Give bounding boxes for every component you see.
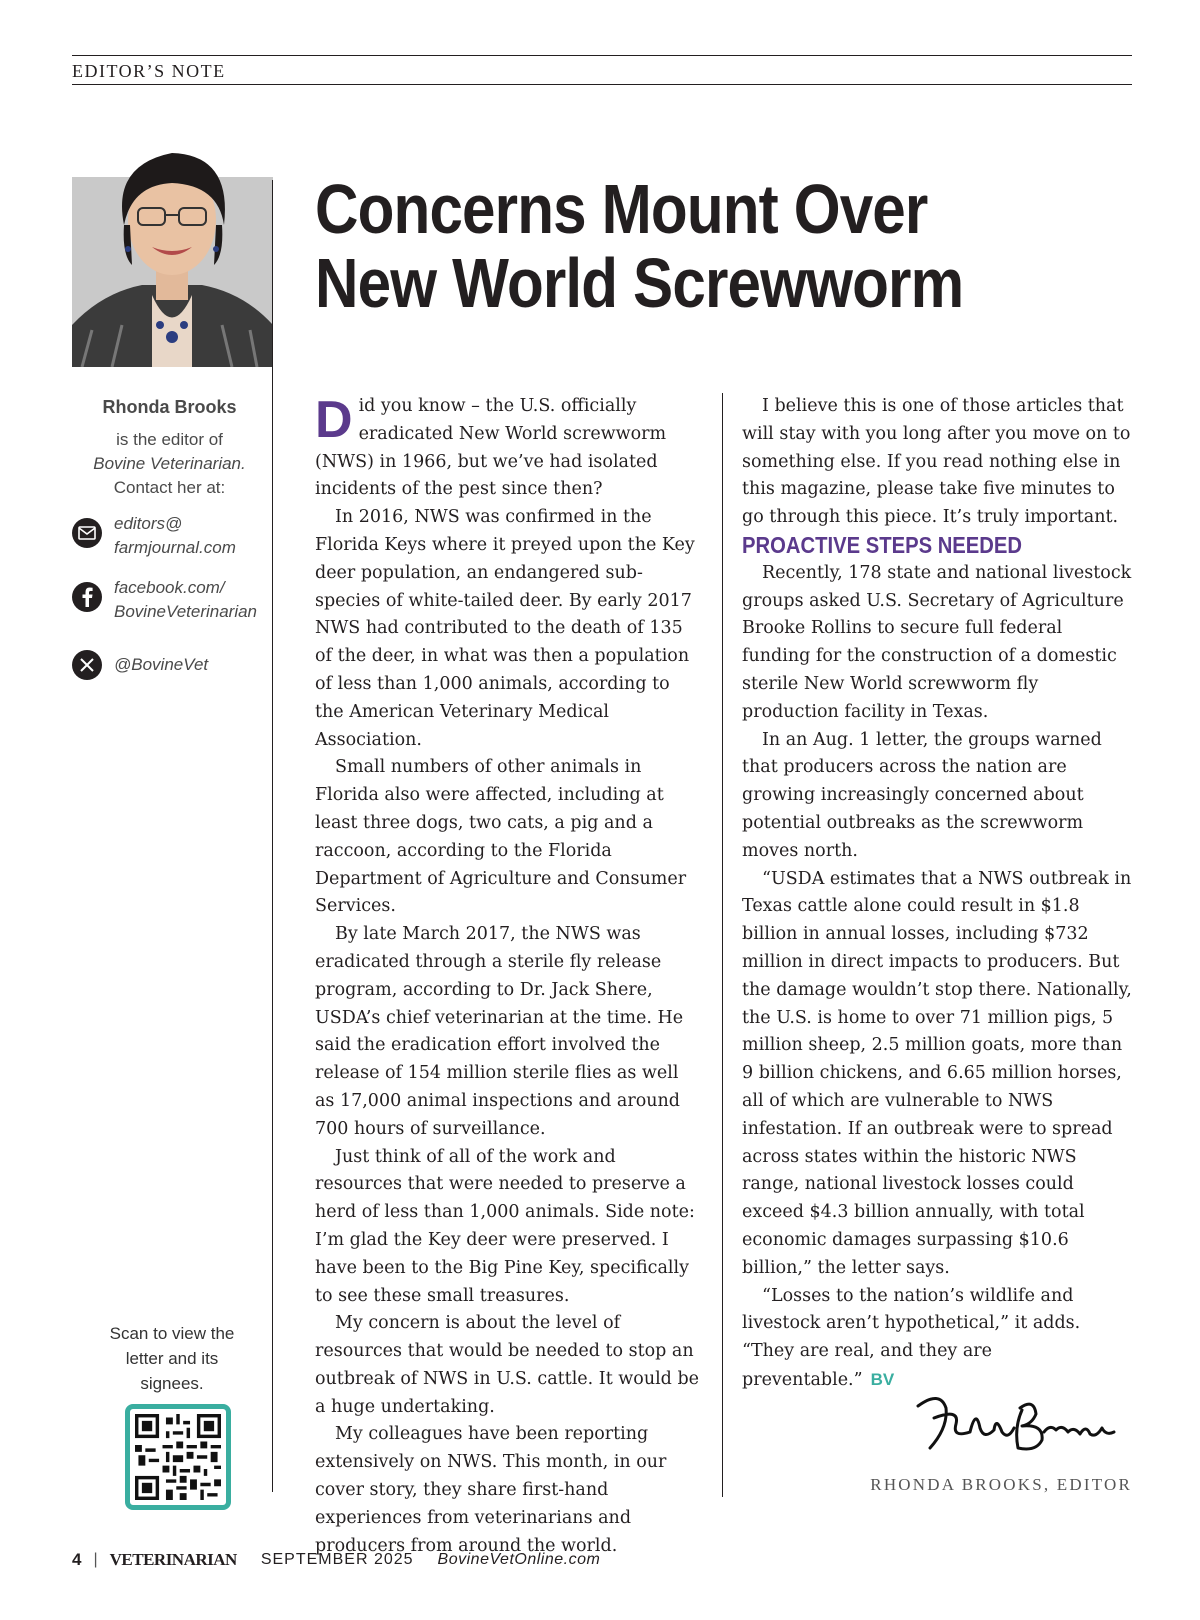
- contact-email[interactable]: [72, 512, 264, 560]
- x-icon: [72, 650, 102, 680]
- scan-caption: [92, 1321, 252, 1396]
- end-mark: BV: [870, 1369, 895, 1389]
- header-rule-top: [72, 55, 1132, 56]
- author-photo: [72, 125, 273, 367]
- drop-cap: D: [315, 391, 353, 449]
- body-column-1: [315, 393, 703, 1560]
- article-title: [315, 172, 1003, 320]
- signature-image: [910, 1388, 1130, 1458]
- contact-x-handle: @BovineVet: [114, 655, 209, 674]
- contact-facebook[interactable]: [72, 576, 264, 624]
- facebook-icon: [72, 582, 102, 612]
- envelope-icon: [72, 518, 102, 548]
- paragraph: Just think of all of the work and resources that were needed to preserve a herd of less than 1,000 animals. Side note: I’m glad the Key deer were preserved. I have been to the Big Pine Key, specifically to see these small treasures.: [315, 1146, 695, 1306]
- paragraph: “USDA estimates that a NWS outbreak in Texas cattle alone could result in $1.8 billion in annual losses, including $732 million in direct impacts to producers. But the damage wouldn’t stop there. Nationally, the U.S. is home to over 71 million pigs, 5 million sheep, 2.5 million goats, more than 9 billion chickens, and 6.65 million horses, all of which are vulnerable to NWS infestation. If an outbreak were to spread across states within the historic NWS range, national livestock losses could exceed $4.3 billion annually, with total economic damages surpassing $10.6 billion,” the letter says.: [742, 868, 1132, 1278]
- paragraph: My colleagues have been reporting extensively on NWS. This month, in our cover story, they share first-hand experiences from veterinarians and producers from around the world.: [315, 1424, 667, 1556]
- paragraph: By late March 2017, the NWS was eradicated through a sterile fly release program, according to Dr. Jack Shere, USDA’s chief veterinarian at the time. He said the eradication effort involved the release of 154 million sterile flies as well as 17,000 animal inspections and around 700 hours of surveillance.: [315, 924, 684, 1139]
- issue-date: SEPTEMBER 2025: [260, 1551, 414, 1568]
- publication-logo: VETERINARIAN: [109, 1550, 237, 1569]
- paragraph: My concern is about the level of resources that would be needed to stop an outbreak of NWS in U.S. cattle. It would be a huge undertaking.: [315, 1313, 700, 1417]
- author-desc-line: Contact her at:: [113, 478, 226, 497]
- title-line: New World Screwworm: [315, 244, 964, 322]
- author-description: [72, 428, 267, 500]
- sidebar-divider: [272, 180, 273, 1492]
- scan-line: Scan to view the: [109, 1324, 235, 1343]
- contact-facebook-line: facebook.com/: [114, 578, 225, 597]
- contact-x[interactable]: [72, 650, 264, 680]
- scan-line: signees.: [140, 1374, 204, 1393]
- paragraph-text: “Losses to the nation’s wildlife and livestock aren’t hypothetical,” it adds. “They are real, and they are preventable.”: [742, 1285, 1081, 1390]
- header-rule-bottom: [72, 84, 1132, 85]
- page-number: 4: [72, 1550, 82, 1569]
- author-publication: Bovine Veterinarian.: [93, 454, 246, 473]
- paragraph: Small numbers of other animals in Florida also were affected, including at least three dogs, two cats, a pig and a raccoon, according to the Florida Department of Agriculture and Consumer Services.: [315, 757, 687, 917]
- website-link[interactable]: BovineVetOnline.com: [437, 1551, 601, 1568]
- footer-separator: |: [93, 1551, 98, 1568]
- author-name: Rhonda Brooks: [102, 397, 237, 417]
- page-footer: [72, 1550, 600, 1570]
- paragraph: [315, 393, 703, 504]
- column-divider: [722, 393, 723, 1497]
- paragraph: I believe this is one of those articles that will stay with you long after you move on to something else. If you read nothing else in this magazine, please take five minutes to go through this piece. It’s truly important.: [742, 396, 1131, 528]
- title-line: Concerns Mount Over: [315, 170, 928, 248]
- author-desc-line: is the editor of: [116, 430, 223, 449]
- paragraph: In 2016, NWS was confirmed in the Florida Keys where it preyed upon the Key deer population, an endangered sub-species of white-tailed deer. By early 2017 NWS had contributed to the death of 135 of the deer, in what was then a population of less than 1,000 animals, according to the American Veterinary Medical Association.: [315, 507, 695, 750]
- paragraph: [742, 1283, 1132, 1395]
- qr-code[interactable]: [125, 1404, 231, 1510]
- body-column-2: [742, 393, 1132, 1395]
- scan-line: letter and its: [125, 1349, 219, 1368]
- contact-facebook-line: BovineVeterinarian: [114, 602, 258, 621]
- section-label: EDITOR’S NOTE: [72, 61, 226, 81]
- paragraph: Recently, 178 state and national livestock groups asked U.S. Secretary of Agriculture Brooke Rollins to secure full federal funding for the construction of a domestic sterile New World screwworm fly production facility in Texas.: [742, 562, 1132, 722]
- paragraph-text: id you know – the U.S. officially eradicated New World screwworm (NWS) in 1966, but we’ve had isolated incidents of the pest since then?: [315, 396, 667, 500]
- subhead: PROACTIVE STEPS NEEDED: [742, 531, 1023, 558]
- paragraph: In an Aug. 1 letter, the groups warned that producers across the nation are growing increasingly concerned about potential outbreaks as the screwworm moves north.: [742, 729, 1102, 861]
- contact-email-line: farmjournal.com: [114, 538, 236, 557]
- contact-email-line: editors@: [114, 514, 183, 533]
- signature-caption: RHONDA BROOKS, EDITOR: [870, 1475, 1132, 1494]
